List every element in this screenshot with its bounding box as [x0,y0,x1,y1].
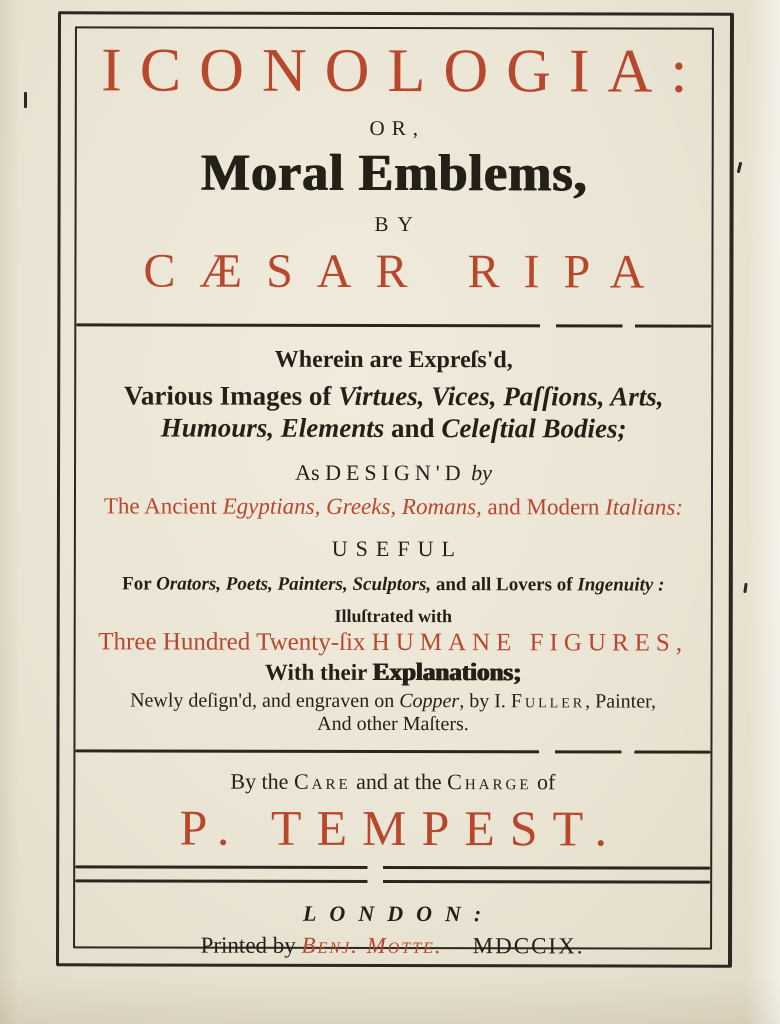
text-segment-italic: Celeſtial Bodies; [441,413,627,444]
title-page-content [75,28,712,959]
text-segment-italic: Humours, [160,412,281,443]
text-segment: and [384,413,442,444]
audience-line [76,574,711,597]
text-segment-caps: DESIGN'D [325,460,466,486]
useful-line: USEFUL [331,536,463,562]
text-segment-italic: Paſſions, [503,380,611,412]
text-segment-italic: Elements [280,412,385,444]
figures-line [76,629,711,658]
designd-line [76,460,711,487]
inner-border [73,26,714,959]
text-segment: , by I. [459,690,511,713]
text-segment-italic: by [465,460,492,486]
text-segment: With their [264,660,373,686]
text-segment: As [295,460,326,486]
printer-line [75,933,710,960]
text-segment: and all Lovers of [435,574,578,596]
text-segment: Printed by [200,933,302,959]
explanations-line [76,659,711,688]
text-segment-italic: Vices, [431,380,504,411]
text-segment-smallcaps: Care [293,769,351,795]
author-name: CÆSAR RIPA [143,244,669,299]
text-segment-blackletter: Explanations; [372,659,522,687]
text-segment: Three Hundred Twenty-ſix [98,628,372,657]
designers-line [76,494,711,521]
text-segment: By the [230,769,294,795]
text-segment: and Modern [487,494,606,520]
divider-rule [75,880,710,884]
text-segment-italic: Sculptors, [352,574,436,596]
text-segment-italic: Ingenuity : [577,574,665,597]
ink-speck [743,583,747,593]
engravers-line [76,690,711,714]
page-title: ICONOLOGIA: [101,36,706,106]
text-segment-italic: Orators, [156,573,226,596]
text-segment: For [122,573,157,595]
text-segment-italic: Painters, [277,574,353,596]
text-segment: The Ancient [103,493,223,520]
engraver-name: Fuller [510,690,586,713]
text-segment-italic: Greeks, [326,494,402,520]
subtitle-blackletter: Moral Emblems, [200,144,588,203]
care-charge-line [75,769,710,796]
wherein-line: Wherein are Expreſs'd, [274,346,513,373]
text-segment-italic: Poets, [225,574,278,596]
title-or: OR, [369,116,426,141]
text-segment-caps: HUMANE FIGURES, [371,629,689,658]
other-masters-line: And other Maſters. [317,713,469,736]
text-segment-smallcaps: Charge [447,769,532,795]
text-segment: Newly deſign'd, and engraven on [130,689,400,713]
text-segment: Various Images of [123,380,339,411]
images-line-2 [76,411,711,445]
ink-speck [24,92,27,108]
text-segment: and at the [350,769,448,795]
printer-name: Benj. Motte. [301,933,443,959]
divider-rule [76,323,711,327]
text-segment-italic: Arts, [610,381,664,412]
text-segment-italic: Egyptians, [222,494,327,520]
outer-border [56,11,734,967]
text-segment-italic: Copper [399,690,460,713]
divider-rule [75,750,710,754]
publisher-name: P. TEMPEST. [179,800,623,857]
illustrated-line: Illuſtrated with [334,606,453,627]
images-line-1 [76,379,711,413]
divider-rule [75,866,710,870]
title-by: BY [374,212,422,237]
ink-speck [737,162,743,173]
text-segment-italic: Virtues, [338,380,432,411]
publication-year: MDCCIX. [472,933,585,959]
text-segment: , Painter, [585,690,657,714]
text-segment: of [531,769,556,795]
text-segment-italic: Italians: [605,494,684,521]
imprint-city: LONDON: [302,901,495,927]
text-segment-italic: Romans, [401,494,488,520]
